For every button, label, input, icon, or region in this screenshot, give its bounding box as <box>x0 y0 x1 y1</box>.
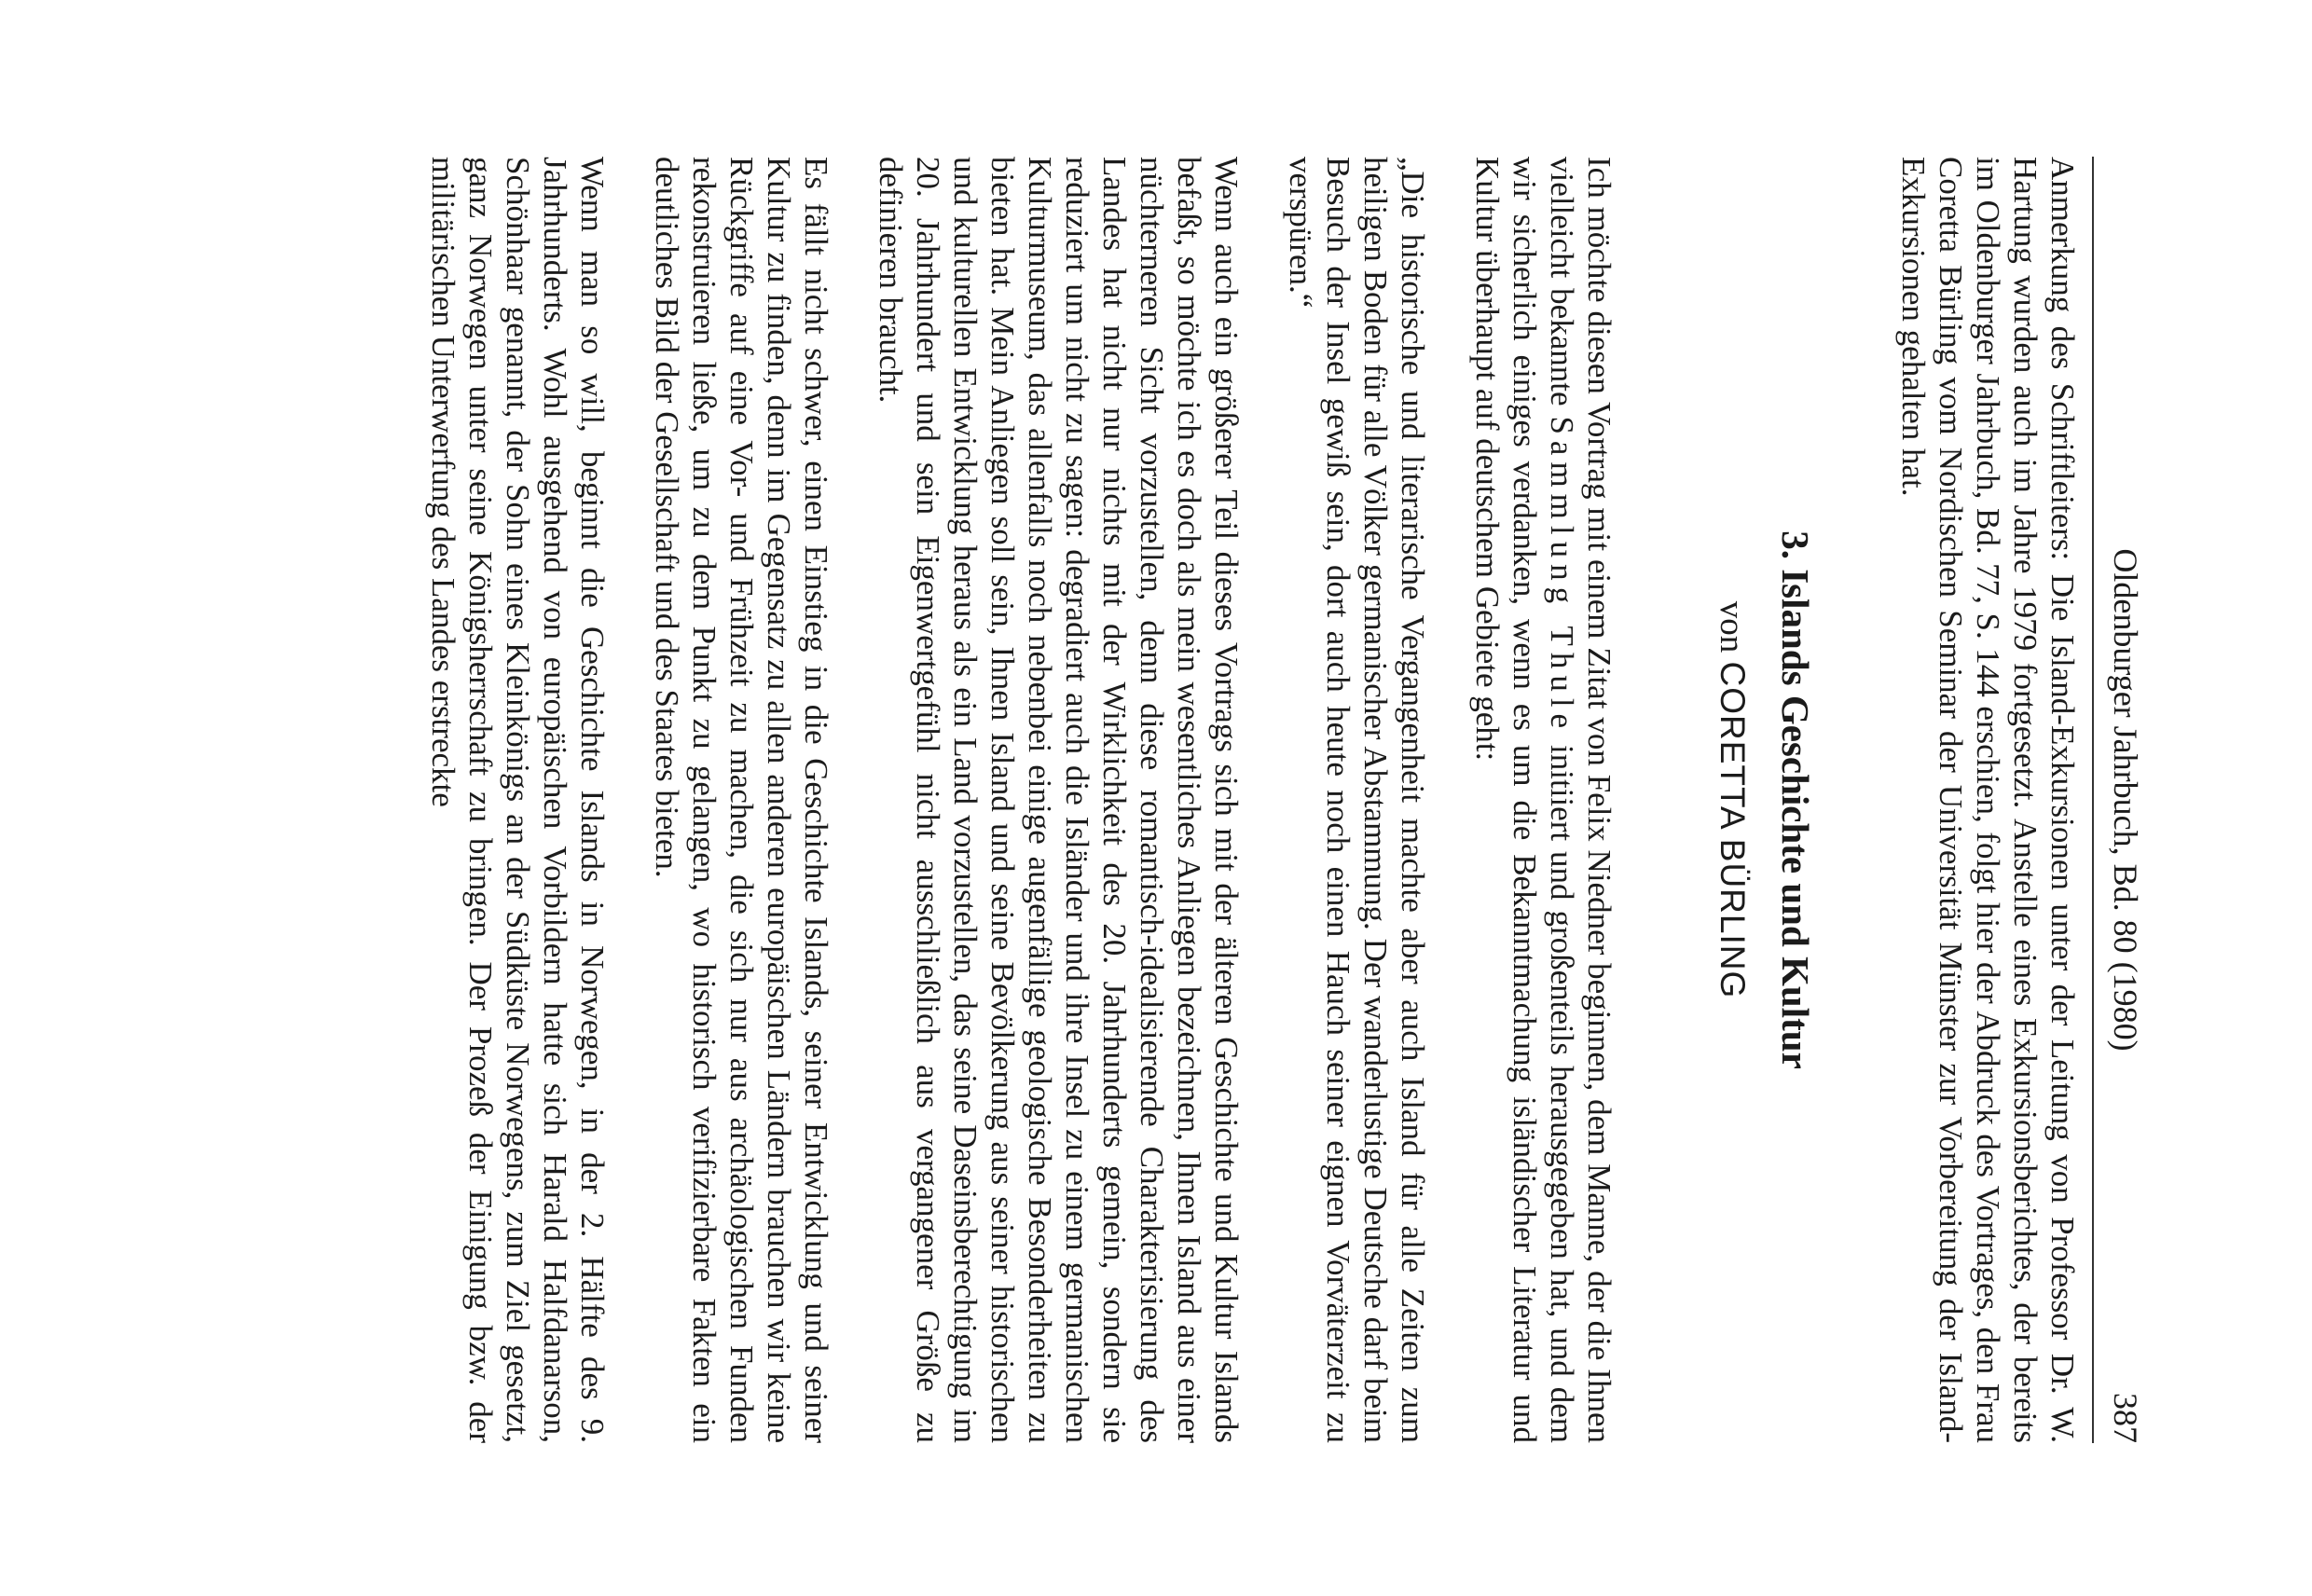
paragraph-3: Wenn auch ein größerer Teil dieses Vortrags sich mit der älteren Geschichte und Kultur Islands befaßt, so möchte ich es doch als mein wesentliches Anliegen bezeichnen, Ihnen Island aus einer nüchterneren Sicht vorzustellen, denn diese romantisch-idealisierende Charakterisierung des Landes hat nicht nur nichts mit der Wirklichkeit des 20. Jahrhunderts gemein, sondern sie reduziert um nicht zu sagen: degradiert auch die Isländer und ihre Insel zu einem germanischen Kulturmuseum, das allenfalls noch nebenbei einige augenfällige geologische Besonderheiten zu bieten hat. Mein Anliegen soll sein, Ihnen Island und seine Bevölkerung aus seiner historischen und kulturellen Entwicklung heraus als ein Land vorzustellen, das seine Daseinsberechtigung im 20. Jahrhundert und sein Eigenwertgefühl nicht ausschließlich aus vergangener Größe zu definieren braucht. <box>873 157 1245 1443</box>
paragraph-1-start: Ich möchte diesen Vortrag mit einem Zitat von Felix Niedner beginnen, dem Manne, der die Ihnen vielleicht bekannte <box>1544 157 1617 1443</box>
byline-prefix: von <box>1713 600 1751 654</box>
header-rule <box>2092 157 2094 1443</box>
quotation-paragraph: „Die historische und literarische Vergangenheit machte aber auch Island für alle Zeiten zum heiligen Boden für alle Völker germanischer Abstammung. Der wanderlustige Deutsche darf beim Besuch der Insel gewiß sein, dort auch heute noch einen Hauch seiner eignen Vorväterzeit zu verspüren.“ <box>1283 157 1431 1443</box>
page-number: 387 <box>2107 1393 2144 1443</box>
article-byline <box>1711 157 1753 1443</box>
paragraph-4: Es fällt nicht schwer, einen Einstieg in die Geschichte Islands, seiner Entwicklung und seiner Kultur zu finden, denn im Gegensatz zu allen anderen europäischen Ländern brauchen wir keine Rückgriffe auf eine Vor- und Frühzeit zu machen, die sich nur aus archäologischen Funden rekonstruieren ließe, um zu dem Punkt zu gelangen, wo historisch verifizierbare Fakten ein deutliches Bild der Gesellschaft und des Staates bieten. <box>649 157 834 1443</box>
article-title: 3. Islands Geschichte und Kultur <box>1774 530 1817 1069</box>
paragraph-1-end: initiiert und großenteils herausgegeben hat, und dem wir sicherlich einiges verdanken, wenn es um die Bekanntmachung isländischer Literatur und Kultur überhaupt auf deutschem Gebiete geht: <box>1469 157 1580 1443</box>
paragraph-5: Wenn man so will, beginnt die Geschichte Islands in Norwegen, in der 2. Hälfte des 9. Jahrhunderts. Wohl ausgehend von europäischen Vorbildern hatte sich Harald Halfdanarson, Schönhaar genannt, der Sohn eines Kleinkönigs an der Südküste Norwegens, zum Ziel gesetzt, ganz Norwegen unter seine Königsherrschaft zu bringen. Der Prozeß der Einigung bzw. der militärischen Unterwerfung des Landes erstreckte <box>425 157 611 1443</box>
editor-note: Anmerkung des Schriftleiters: Die Island-Exkursionen unter der Leitung von Professor Dr. W. Hartung wurden auch im Jahre 1979 fortgesetzt. Anstelle eines Exkursionsberichtes, der bereits im Oldenburger Jahrbuch, Bd. 77, S. 144 erschien, folgt hier der Abdruck des Vortrages, den Frau Coretta Bürling vom Nordischen Seminar der Universität Münster zur Vorbereitung der Island-Exkursionen gehalten hat. <box>1895 157 2081 1443</box>
sammlung-thule: Sammlung Thule <box>1544 416 1580 736</box>
paragraph-1 <box>1468 157 1617 1443</box>
article-body <box>424 157 1617 1443</box>
running-head <box>2101 157 2146 1443</box>
author-name: CORETTA BÜRLING <box>1713 661 1752 999</box>
journal-title: Oldenburger Jahrbuch, Bd. 80 (1980) <box>2107 548 2144 1052</box>
journal-page <box>207 157 2146 1443</box>
